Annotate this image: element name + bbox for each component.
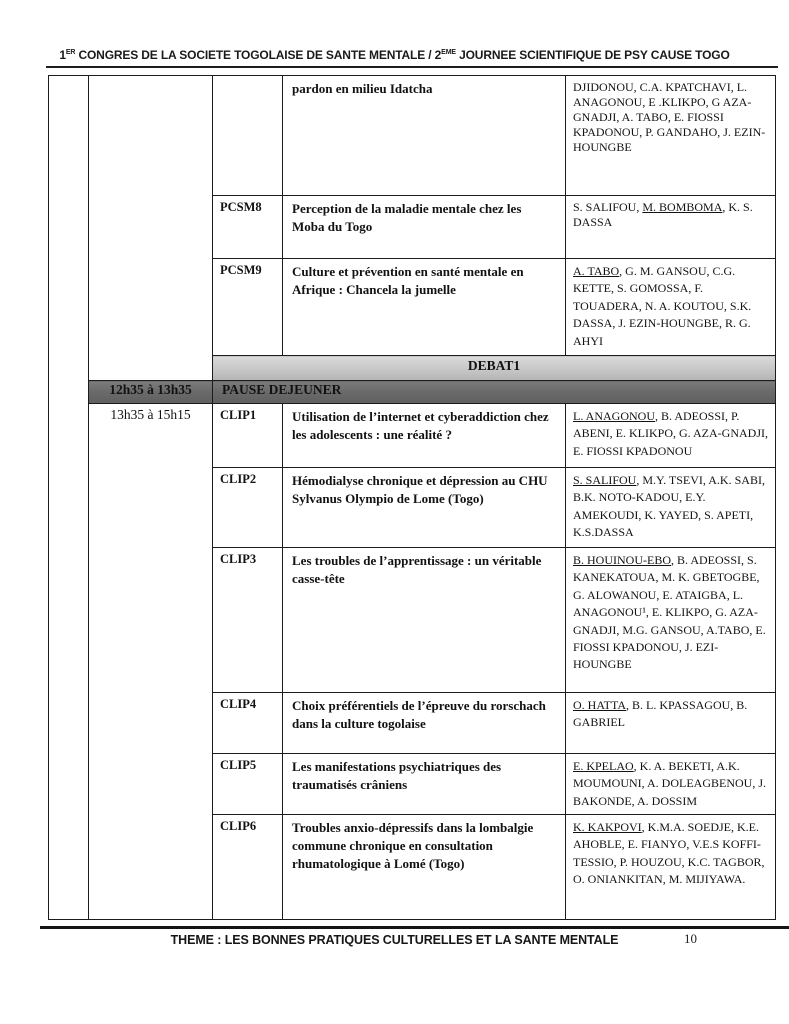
title-sup2: EME [441,49,456,56]
session-code: CLIP6 [213,815,283,920]
program-table [48,75,776,920]
paper-title: pardon en milieu Idatcha [283,76,566,196]
presenting-author: L. ANAGONOU [573,409,655,423]
presenting-author: O. HATTA [573,698,627,712]
session-code-empty [213,76,283,196]
margin-column-cell [49,76,89,920]
presenting-author: B. HOUINOU-EBO [573,553,671,567]
title-num1: 1 [59,48,66,62]
authors-post: , B. L. KPASSAGOU, B. GABRIEL [573,698,748,730]
title-sup1: ER [65,49,76,56]
time-cell-empty [89,76,213,381]
paper-authors [566,196,776,259]
paper-authors [566,404,776,468]
authors-post: , K.M.A. SOEDJE, K.E. AHOBLE, E. FIANYO, V.E.S KOFFI-TESSIO, P. HOUZOU, K.C. TAGBOR, O. ONIANKITAN, M. MIJIYAWA. [573,820,765,887]
paper-authors [566,754,776,815]
title-rest: JOURNEE SCIENTIFIQUE DE PSY CAUSE TOGO [455,48,730,62]
session-code: CLIP1 [213,404,283,468]
pause-time: 12h35 à 13h35 [89,381,213,404]
session-code: PCSM9 [213,259,283,356]
session-code: CLIP2 [213,468,283,548]
paper-title: Les troubles de l’apprentissage : un véritable casse-tête [283,548,566,693]
paper-authors [566,76,776,196]
authors-post: , B. ADEOSSI, S. KANEKATOUA, M. K. GBETOGBE, G. ALOWANOU, E. ATAIGBA, L. ANAGONOU¹, E. KLIKPO, G. AZA-GNADJI, M.G. GANSOU, A.TABO, E. FIOSSI KPADONOU, J. EZI- HOUNGBE [573,553,766,672]
paper-authors [566,815,776,920]
pause-row [49,381,776,404]
authors-post: , M.Y. TSEVI, A.K. SABI, B.K. NOTO-KADOU, E.Y. AMEKOUDI, K. YAYED, S. APETI, K.S.DASSA [573,473,765,540]
pause-label: PAUSE DEJEUNER [213,381,776,404]
header-rule [46,66,778,68]
paper-authors [566,548,776,693]
authors-post: , K. S. DASSA [573,200,753,229]
paper-title: Troubles anxio-dépressifs dans la lombalgie commune chronique en consultation rhumatologique à Lomé (Togo) [283,815,566,920]
table-row [49,404,776,468]
presenting-author: A. TABO [573,264,620,278]
paper-authors [566,259,776,356]
authors-pre: S. SALIFOU, [573,200,643,214]
page-number: 10 [684,931,697,946]
table-row [49,76,776,196]
presenting-author: S. SALIFOU [573,473,637,487]
paper-title: Les manifestations psychiatriques des traumatisés crâniens [283,754,566,815]
footer-rule [40,926,789,929]
authors-post: , K. A. BEKETI, A.K. MOUMOUNI, A. DOLEAGBENOU, J. BAKONDE, A. DOSSIM [573,759,766,808]
session-code: CLIP3 [213,548,283,693]
presenting-author: M. BOMBOMA [642,200,723,214]
session-code: CLIP5 [213,754,283,815]
title-mid: CONGRES DE LA SOCIETE TOGOLAISE DE SANTE MENTALE / 2 [75,48,442,62]
paper-title: Utilisation de l’internet et cyberaddiction chez les adolescents : une réalité ? [283,404,566,468]
authors-post: , G. M. GANSOU, C.G. KETTE, S. GOMOSSA, F. TOUADERA, N. A. KOUTOU, S.K. DASSA, J. EZIN-HOUNGBE, R. G. AHYI [573,264,752,348]
footer-theme: THEME : LES BONNES PRATIQUES CULTURELLES ET LA SANTE MENTALE [170,933,619,947]
paper-title: Culture et prévention en santé mentale en Afrique : Chancela la jumelle [283,259,566,356]
authors-post: , B. ADEOSSI, P. ABENI, E. KLIKPO, G. AZA-GNADJI, E. FIOSSI KPADONOU [573,409,768,458]
session-code: PCSM8 [213,196,283,259]
paper-authors [566,693,776,754]
paper-authors [566,468,776,548]
congress-title [0,48,789,62]
presenting-author: E. KPELAO [573,759,634,773]
paper-title: Choix préférentiels de l’épreuve du rorschach dans la culture togolaise [283,693,566,754]
paper-title: Hémodialyse chronique et dépression au CHU Sylvanus Olympio de Lome (Togo) [283,468,566,548]
time-cell: 13h35 à 15h15 [89,404,213,920]
session-code: CLIP4 [213,693,283,754]
authors-text: DJIDONOU, C.A. KPATCHAVI, L. ANAGONOU, E .KLIKPO, G AZA-GNADJI, A. TABO, E. FIOSSI KPADONOU, P. GANDAHO, J. EZIN-HOUNGBE [573,80,766,154]
debat-label: DEBAT1 [213,356,776,381]
presenting-author: K. KAKPOVI [573,820,642,834]
paper-title: Perception de la maladie mentale chez les Moba du Togo [283,196,566,259]
